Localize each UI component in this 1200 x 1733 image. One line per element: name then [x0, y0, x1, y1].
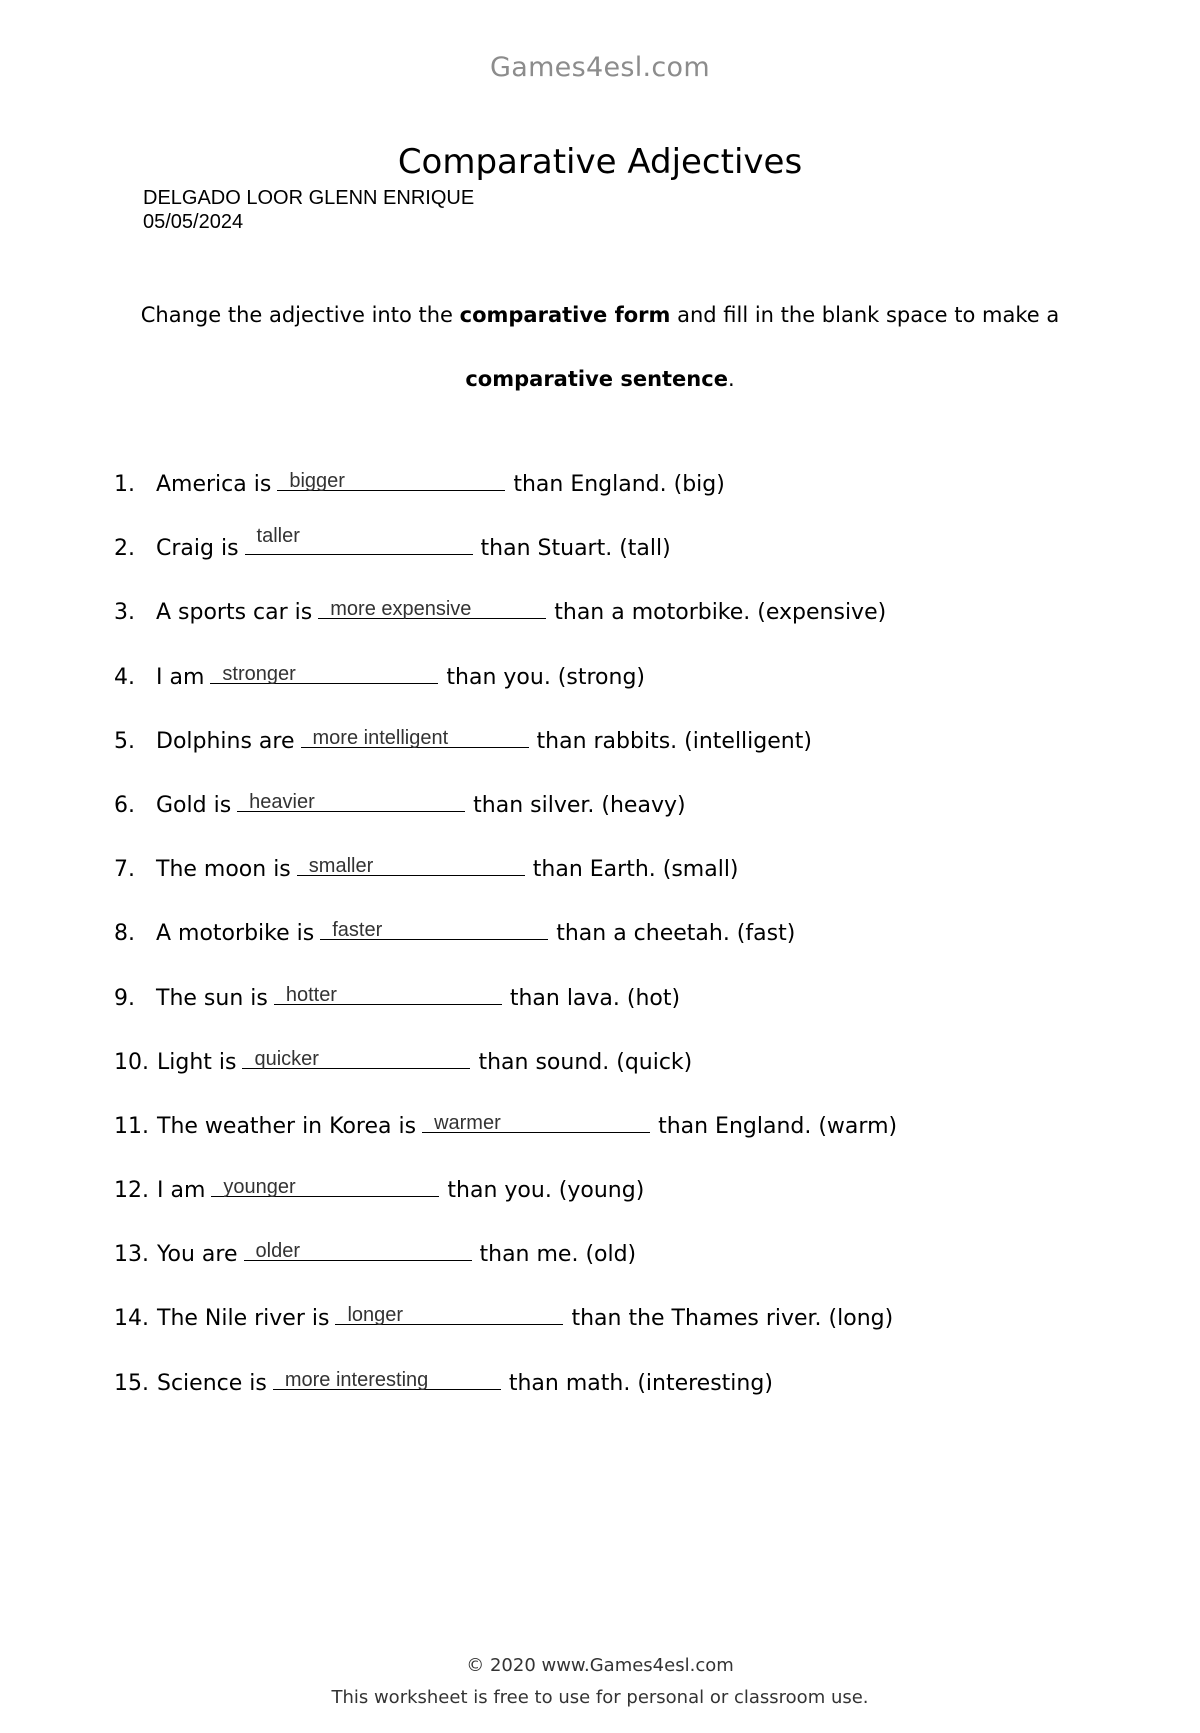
student-name: DELGADO LOOR GLENN ENRIQUE	[143, 187, 475, 209]
item-number: 6.	[114, 792, 135, 818]
page-title: Comparative Adjectives	[397, 142, 803, 182]
answer-text: faster	[332, 919, 383, 942]
instructions-bold-1: comparative form	[459, 303, 671, 327]
item-number: 1.	[114, 472, 135, 497]
exercise-list	[114, 464, 1114, 1427]
exercise-item	[114, 592, 1114, 656]
answer-text: more expensive	[330, 598, 472, 621]
item-comparison: than a cheetah. (fast)	[556, 921, 796, 947]
answer-text: older	[255, 1240, 300, 1263]
instructions-bold-2: comparative sentence	[465, 367, 728, 391]
footer-copyright: © 2020 www.Games4esl.com	[466, 1655, 734, 1676]
item-prompt: You are	[157, 1242, 238, 1268]
answer-text: taller	[256, 525, 300, 548]
item-comparison: than you. (strong)	[446, 664, 645, 690]
student-info	[143, 186, 474, 234]
brand-header: Games4esl.com	[490, 52, 710, 83]
exercise-item	[114, 913, 1114, 977]
exercise-item	[114, 1363, 1114, 1427]
item-number: 7.	[114, 857, 135, 883]
exercise-item	[114, 464, 1114, 528]
answer-blank[interactable]	[211, 1170, 439, 1197]
answer-text: quicker	[254, 1047, 319, 1070]
item-prompt: The sun is	[156, 985, 268, 1011]
exercise-item	[114, 721, 1114, 785]
item-prompt: Gold is	[156, 792, 232, 818]
answer-blank[interactable]	[245, 525, 473, 555]
item-number: 4.	[114, 664, 135, 690]
item-prompt: Craig is	[156, 536, 239, 562]
exercise-item	[114, 1106, 1114, 1170]
item-number: 15.	[114, 1370, 149, 1396]
item-number: 3.	[114, 600, 135, 626]
answer-blank[interactable]	[301, 721, 529, 748]
submission-date: 05/05/2024	[143, 211, 244, 233]
item-comparison: than me. (old)	[479, 1242, 637, 1268]
answer-blank[interactable]	[244, 1234, 472, 1261]
item-comparison: than rabbits. (intelligent)	[536, 728, 812, 754]
exercise-item	[114, 849, 1114, 913]
item-comparison: than England. (big)	[513, 472, 725, 497]
item-prompt: Dolphins are	[156, 728, 295, 754]
answer-blank[interactable]	[318, 592, 546, 619]
item-comparison: than silver. (heavy)	[473, 792, 686, 818]
item-comparison: than math. (interesting)	[508, 1370, 773, 1396]
footer-note: This worksheet is free to use for personal or classroom use.	[331, 1687, 869, 1708]
answer-text: longer	[347, 1304, 404, 1327]
answer-blank[interactable]	[242, 1042, 470, 1069]
item-comparison: than Stuart. (tall)	[480, 536, 671, 562]
answer-text: smaller	[308, 855, 374, 878]
item-comparison: than lava. (hot)	[509, 985, 681, 1011]
item-number: 2.	[114, 536, 135, 562]
answer-text: bigger	[289, 470, 345, 492]
item-comparison: than Earth. (small)	[532, 857, 739, 883]
item-comparison: than the Thames river. (long)	[571, 1306, 894, 1332]
exercise-item	[114, 978, 1114, 1042]
item-prompt: The weather in Korea is	[157, 1113, 417, 1139]
item-prompt: A sports car is	[156, 600, 313, 626]
item-number: 8.	[114, 921, 135, 947]
item-comparison: than England. (warm)	[658, 1113, 898, 1139]
answer-blank[interactable]	[320, 913, 548, 940]
item-prompt: The moon is	[156, 857, 291, 883]
exercise-item	[114, 1170, 1114, 1234]
item-comparison: than a motorbike. (expensive)	[554, 600, 887, 626]
exercise-item	[114, 1042, 1114, 1106]
item-comparison: than you. (young)	[447, 1178, 645, 1204]
item-prompt: I am	[157, 1178, 206, 1204]
item-number: 14.	[114, 1306, 149, 1332]
answer-text: hotter	[285, 983, 337, 1006]
item-prompt: I am	[156, 664, 205, 690]
answer-blank[interactable]	[422, 1106, 650, 1133]
exercise-item	[114, 525, 1114, 592]
item-number: 13.	[114, 1242, 149, 1268]
item-comparison: than sound. (quick)	[478, 1049, 693, 1075]
answer-blank[interactable]	[273, 1363, 501, 1390]
answer-text: more intelligent	[312, 726, 449, 749]
answer-text: younger	[223, 1176, 296, 1199]
answer-blank[interactable]	[237, 785, 465, 812]
item-prompt: The Nile river is	[157, 1306, 330, 1332]
item-prompt: A motorbike is	[156, 921, 315, 947]
exercise-item	[114, 785, 1114, 849]
item-number: 11.	[114, 1113, 149, 1139]
exercise-item	[114, 1298, 1114, 1362]
answer-text: more interesting	[284, 1368, 429, 1391]
exercise-item	[114, 1234, 1114, 1298]
answer-blank[interactable]	[274, 978, 502, 1005]
answer-blank[interactable]	[210, 657, 438, 684]
answer-blank[interactable]	[277, 464, 505, 491]
answer-blank[interactable]	[335, 1298, 563, 1325]
instructions-text-1: Change the adjective into the	[140, 303, 460, 327]
item-number: 9.	[114, 985, 135, 1011]
answer-text: heavier	[249, 790, 315, 813]
instructions-text-2: and fill in the blank space to make a	[670, 303, 1060, 327]
answer-text: warmer	[434, 1111, 501, 1134]
item-prompt: America is	[156, 472, 272, 497]
instructions-text-3: .	[727, 367, 735, 391]
item-prompt: Science is	[157, 1370, 267, 1396]
exercise-item	[114, 657, 1114, 721]
item-prompt: Light is	[157, 1049, 237, 1075]
item-number: 5.	[114, 728, 135, 754]
answer-blank[interactable]	[297, 849, 525, 876]
item-number: 12.	[114, 1178, 149, 1204]
instructions	[128, 283, 1072, 411]
answer-text: stronger	[222, 662, 296, 685]
item-number: 10.	[114, 1049, 149, 1075]
